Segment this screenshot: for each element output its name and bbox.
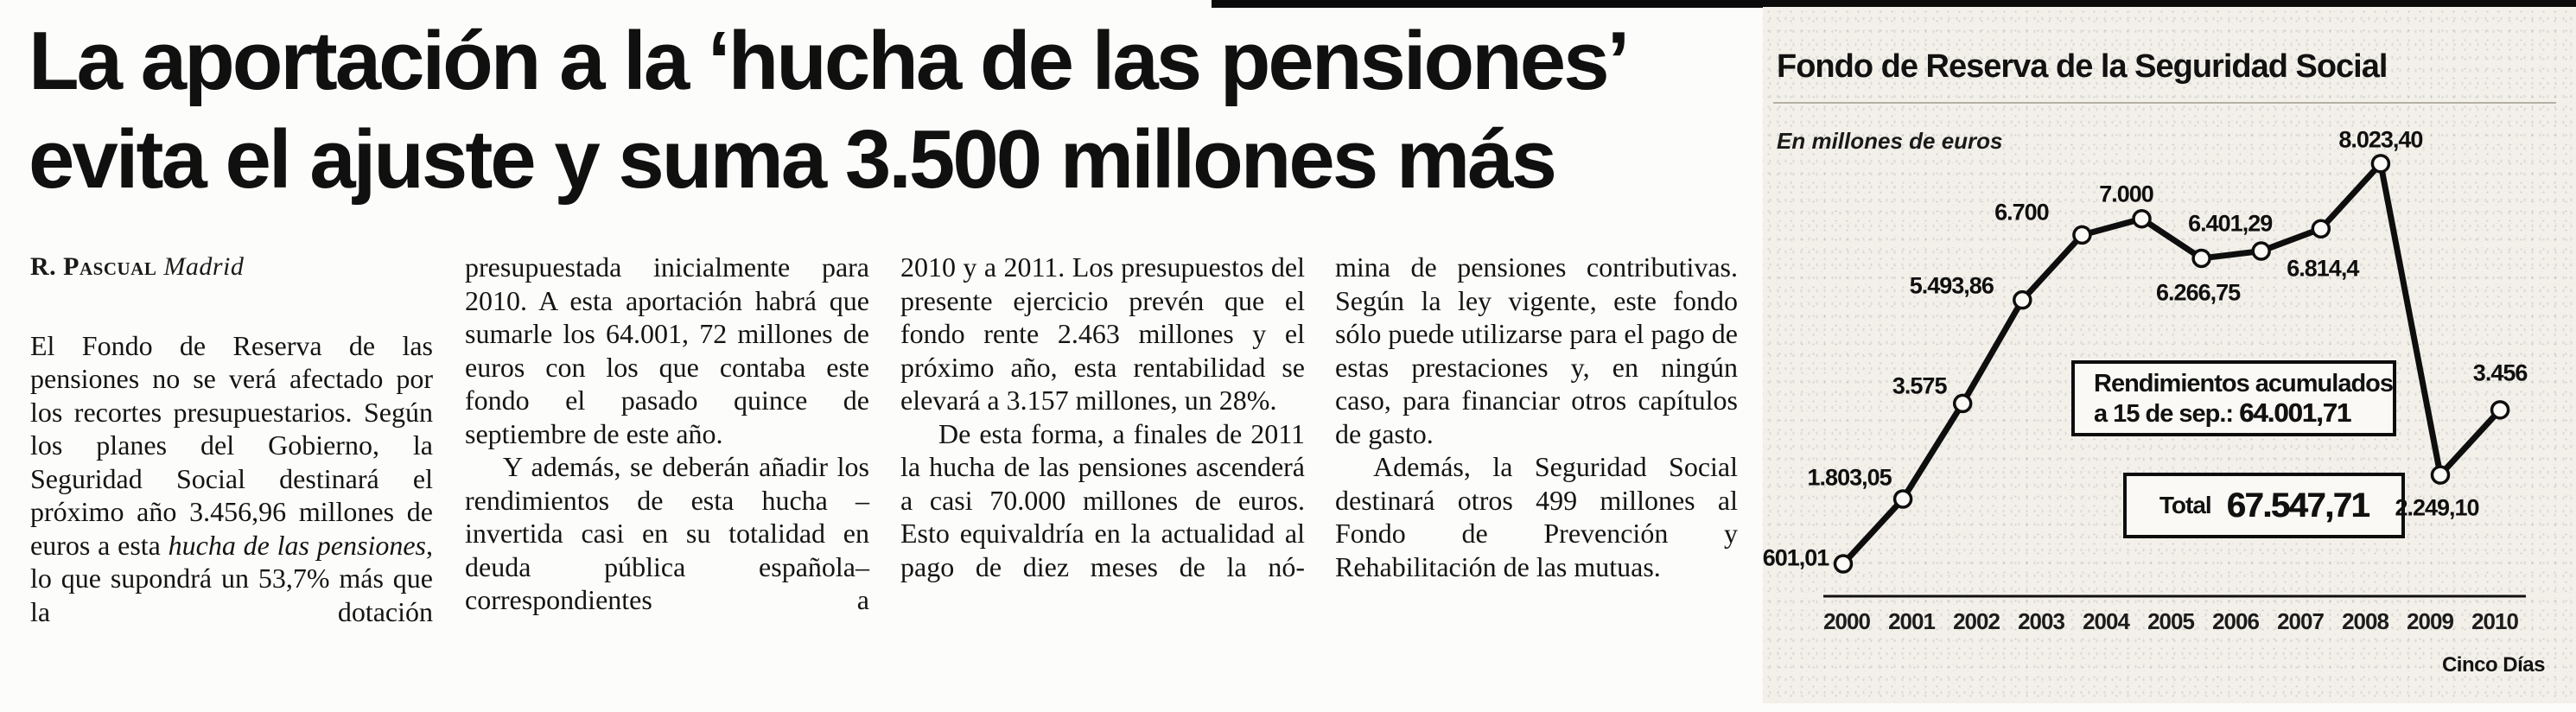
- article-column-4: [1335, 251, 1738, 583]
- paragraph: [465, 450, 869, 617]
- byline: [30, 251, 433, 284]
- data-point-label: 7.000: [2099, 181, 2153, 207]
- chart-panel: [1763, 7, 2576, 703]
- paragraph: [465, 251, 869, 450]
- annotation-line-2-label: a 15 de sep.:: [2094, 399, 2234, 428]
- x-axis-label: 2003: [2018, 608, 2064, 634]
- x-axis-label: 2002: [1953, 608, 2000, 634]
- data-point-marker: [2014, 292, 2031, 308]
- rendimientos-annotation-box: [2071, 360, 2396, 436]
- headline-line-2: evita el ajuste y suma 3.500 millones más: [29, 113, 1555, 206]
- x-axis-label: 2007: [2277, 608, 2324, 634]
- article-column-2: [465, 251, 869, 617]
- annotation-line-1: Rendimientos acumulados: [2094, 369, 2394, 397]
- paragraph: [1335, 251, 1738, 450]
- data-point-marker: [1835, 556, 1852, 572]
- chart-subtitle: En millones de euros: [1777, 128, 2003, 154]
- x-axis-label: 2001: [1888, 608, 1935, 634]
- data-point-marker: [2253, 243, 2269, 259]
- total-value: 67.547,71: [2226, 486, 2369, 524]
- annotation-line-2-value: 64.001,71: [2239, 397, 2351, 428]
- data-point-label: 8.023,40: [2338, 126, 2423, 153]
- article-column-1: [30, 251, 433, 628]
- data-point-label: 6.401,29: [2188, 210, 2273, 237]
- data-point-label: 6.814,4: [2287, 255, 2359, 282]
- data-point-marker: [2312, 220, 2329, 237]
- headline-line-1: La aportación a la ‘hucha de las pensiones’: [29, 15, 1628, 107]
- data-point-label: 1.803,05: [1807, 464, 1892, 491]
- line-chart: [1763, 7, 2576, 703]
- text-segment: 2010 y a 2011. Los presupuestos del presente ejercicio prevén que el fondo rente 2.463 millones y el próximo año, esta rentabilidad se elevará a 3.157 millones, un 28%.: [900, 251, 1305, 416]
- text-segment: mina de pensiones contributivas. Según la ley vigente, este fondo sólo puede utilizarse para el pago de estas prestaciones y, en ningún caso, para financiar otros capítulos de gasto.: [1335, 251, 1738, 449]
- x-axis-label: 2004: [2083, 608, 2129, 634]
- data-point-marker: [2134, 211, 2150, 227]
- text-segment: Y además, se deberán añadir los rendimientos de esta hucha –invertida casi en su totalidad en deuda pública española– correspondientes a: [465, 451, 869, 615]
- text-segment: El Fondo de Reserva de las pensiones no se verá afectado por los recortes presupuestarios. Según los planes del Gobierno, la Seguridad Social destinará el próximo año 3.456,96 millones de euros a esta: [30, 329, 433, 561]
- paragraph: [1335, 450, 1738, 583]
- data-point-label: 3.456: [2472, 359, 2528, 386]
- total-annotation-box: [2123, 473, 2405, 538]
- headline: [29, 12, 1757, 209]
- paragraph: [900, 251, 1305, 417]
- data-point-label: 6.700: [1994, 199, 2049, 226]
- text-segment: De esta forma, a finales de 2011 la hucha de las pensiones ascenderá a casi 70.000 millones de euros. Esto equivaldría en la actualidad al pago de diez meses de la nó-: [900, 417, 1305, 582]
- data-point-label: 5.493,86: [1909, 272, 1994, 299]
- text-segment: , lo que supondrá un 53,7% más que la dotación: [30, 529, 433, 627]
- article-column-3: [900, 251, 1305, 583]
- data-point-marker: [2074, 226, 2090, 243]
- data-point-marker: [1895, 491, 1911, 507]
- x-axis-label: 2010: [2471, 608, 2518, 634]
- text-segment: presupuestada inicialmente para 2010. A esta aportación habrá que sumarle los 64.001, 72 millones de euros con los que contaba este fondo el pasado quince de septiembre de este año.: [465, 251, 869, 449]
- column-paragraphs: [1335, 251, 1738, 583]
- data-point-marker: [2193, 250, 2210, 266]
- x-axis-label: 2006: [2212, 608, 2259, 634]
- text-segment: hucha de las pensiones: [168, 529, 426, 561]
- annotation-line-2: [2094, 398, 2350, 429]
- data-point-label: 3.575: [1892, 372, 1947, 399]
- data-point-marker: [2433, 467, 2449, 483]
- data-point-label: 6.266,75: [2156, 279, 2241, 306]
- total-label: Total: [2159, 492, 2211, 518]
- column-paragraphs: [900, 251, 1305, 583]
- byline-author: R. Pascual: [30, 252, 157, 281]
- data-point-label: 601,01: [1762, 544, 1829, 571]
- column-paragraphs: [30, 329, 433, 629]
- paragraph: [30, 329, 433, 629]
- column-paragraphs: [465, 251, 869, 617]
- x-axis-label: 2000: [1823, 608, 1870, 634]
- paragraph: [900, 417, 1305, 584]
- x-axis-label: 2009: [2407, 608, 2453, 634]
- data-point-marker: [2372, 156, 2388, 172]
- text-segment: Además, la Seguridad Social destinará otros 499 millones al Fondo de Prevención y Rehabilitación de las mutuas.: [1335, 451, 1738, 582]
- x-axis-label: 2005: [2147, 608, 2194, 634]
- data-point-marker: [1955, 395, 1971, 411]
- data-point-label: 2.249,10: [2395, 494, 2479, 521]
- chart-source: Cinco Días: [2441, 653, 2545, 677]
- x-axis-label: 2008: [2342, 608, 2388, 634]
- byline-location: Madrid: [163, 252, 245, 281]
- data-point-marker: [2492, 402, 2509, 418]
- chart-title: Fondo de Reserva de la Seguridad Social: [1777, 48, 2388, 85]
